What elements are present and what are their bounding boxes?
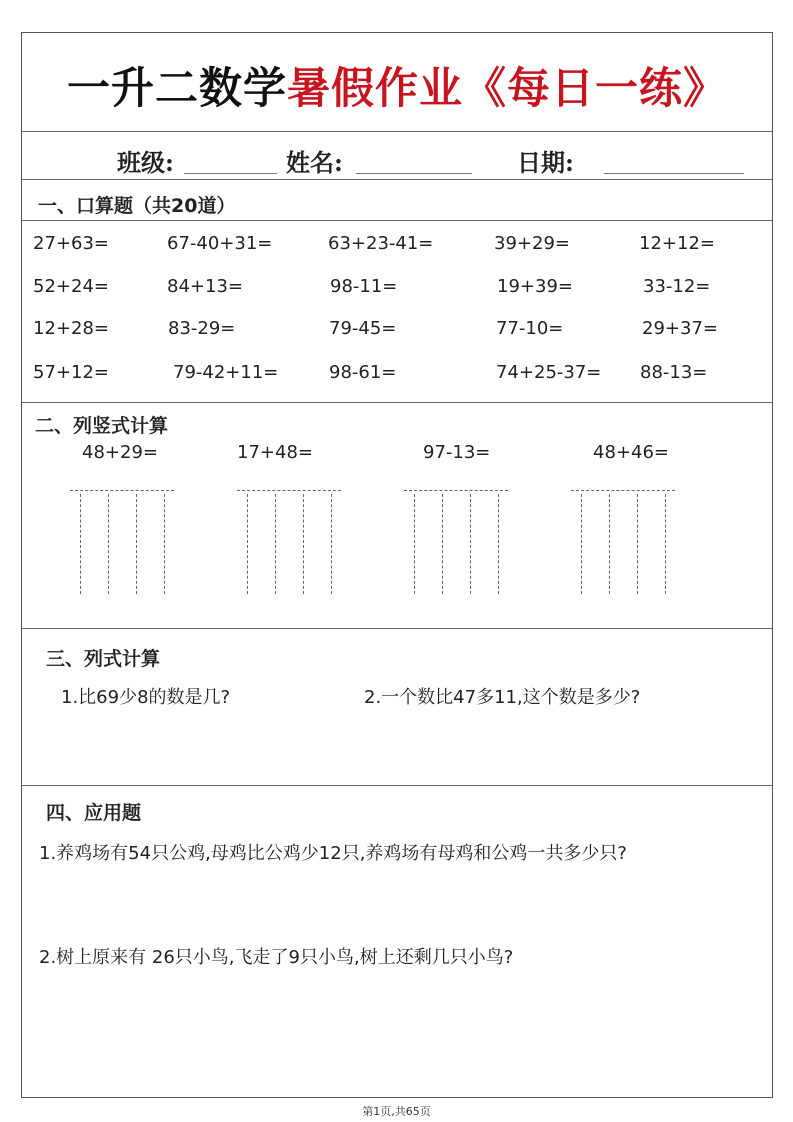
divider — [22, 179, 772, 180]
calc-item: 88-13= — [640, 362, 708, 383]
calc-item: 19+39= — [497, 276, 573, 297]
calc-item: 27+63= — [33, 233, 109, 254]
calc-item: 12+28= — [33, 318, 109, 339]
section-3-title: 三、列式计算 — [46, 648, 161, 670]
divider — [22, 785, 772, 786]
vertical-problem: 17+48= — [237, 442, 313, 463]
vertical-problem: 48+46= — [593, 442, 669, 463]
title-subject: 暑假作业《每日一练》 — [287, 64, 727, 114]
calc-item: 29+37= — [642, 318, 718, 339]
class-label: 班级: — [117, 148, 174, 177]
calc-item: 98-11= — [330, 276, 398, 297]
vertical-problem: 97-13= — [423, 442, 491, 463]
divider — [22, 628, 772, 629]
question-1: 1.比69少8的数是几? — [61, 687, 231, 708]
calc-item: 77-10= — [496, 318, 564, 339]
calc-item: 83-29= — [168, 318, 236, 339]
calc-item: 52+24= — [33, 276, 109, 297]
calc-item: 39+29= — [494, 233, 570, 254]
calc-item: 63+23-41= — [328, 233, 434, 254]
calc-item: 79-42+11= — [173, 362, 279, 383]
page-title — [22, 55, 772, 116]
title-grade: 一升二数学 — [67, 64, 287, 114]
calc-item: 74+25-37= — [496, 362, 602, 383]
worksheet — [21, 32, 773, 1098]
vertical-calc-grid[interactable] — [70, 490, 174, 600]
word-problem-2: 2.树上原来有 26只小鸟,飞走了9只小鸟,树上还剩几只小鸟? — [39, 947, 514, 968]
class-blank[interactable] — [184, 173, 277, 174]
calc-item: 67-40+31= — [167, 233, 273, 254]
name-label: 姓名: — [286, 148, 343, 177]
date-blank[interactable] — [604, 173, 744, 174]
word-problem-1: 1.养鸡场有54只公鸡,母鸡比公鸡少12只,养鸡场有母鸡和公鸡一共多少只? — [39, 843, 627, 864]
calc-item: 79-45= — [329, 318, 397, 339]
date-label: 日期: — [517, 148, 574, 177]
divider — [22, 131, 772, 132]
student-info-row — [22, 143, 772, 179]
divider — [22, 402, 772, 403]
calc-item: 12+12= — [639, 233, 715, 254]
calc-item: 57+12= — [33, 362, 109, 383]
vertical-problem: 48+29= — [82, 442, 158, 463]
section-4-title: 四、应用题 — [46, 802, 142, 824]
vertical-calc-grid[interactable] — [404, 490, 508, 600]
section-2-title: 二、列竖式计算 — [35, 415, 169, 437]
calc-item: 84+13= — [167, 276, 243, 297]
vertical-calc-grid[interactable] — [571, 490, 675, 600]
page-footer: 第1页,共65页 — [362, 1105, 431, 1118]
section-1-title: 一、口算题（共20道） — [38, 195, 236, 217]
calc-item: 33-12= — [643, 276, 711, 297]
divider — [22, 220, 772, 221]
name-blank[interactable] — [356, 173, 472, 174]
vertical-calc-grid[interactable] — [237, 490, 341, 600]
calc-item: 98-61= — [329, 362, 397, 383]
question-2: 2.一个数比47多11,这个数是多少? — [364, 687, 641, 708]
